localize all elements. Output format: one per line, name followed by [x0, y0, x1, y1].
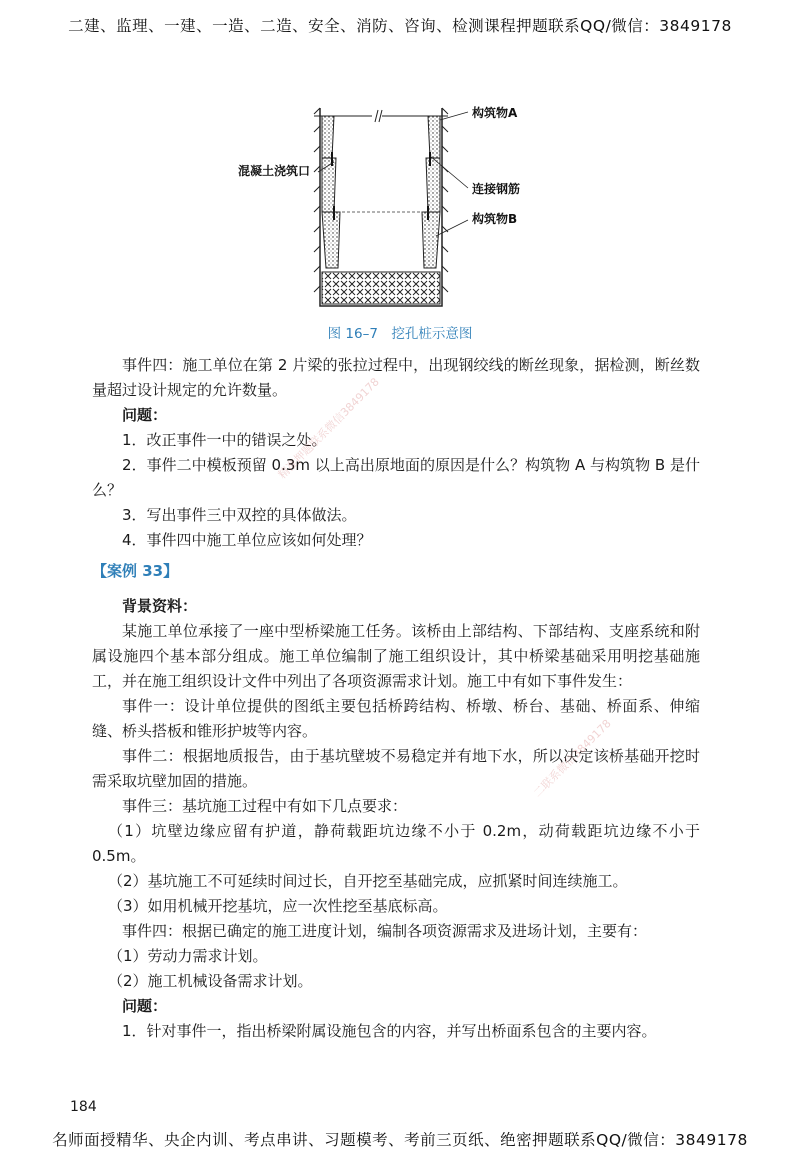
background-heading: 背景资料： — [122, 597, 198, 615]
header-banner: 二建、监理、一建、一造、二造、安全、消防、咨询、检测课程押题联系QQ/微信：3849178 — [68, 17, 732, 35]
page-body — [92, 353, 700, 1044]
watermark-2: 二联系微信3849178 — [530, 716, 614, 800]
event-three-item-3: （3）如用机械开挖基坑，应一次性挖至基底标高。 — [108, 897, 448, 915]
case-title: 【案例 33】 — [92, 562, 179, 580]
pile-diagram — [220, 96, 580, 318]
label-pour-opening: 混凝土浇筑口 — [238, 164, 311, 178]
figure-caption: 图 16–7 挖孔桩示意图 — [327, 326, 473, 342]
event-four-item-2: （2）施工机械设备需求计划。 — [108, 972, 313, 990]
label-structure-a: 构筑物A — [472, 106, 518, 120]
question-3: 3．写出事件三中双控的具体做法。 — [122, 506, 357, 524]
background-paragraph: 某施工单位承接了一座中型桥梁施工任务。该桥由上部结构、下部结构、支座系统和附属设施四个基本部分组成。施工单位编制了施工组织设计，其中桥梁基础采用明挖基础施工，并在施工组织设计文件中列出了各项资源需求计划。施工中有如下事件发生： — [92, 622, 700, 690]
question-1: 1．改正事件一中的错误之处。 — [122, 431, 327, 449]
event-three: 事件三：基坑施工过程中有如下几点要求： — [122, 797, 408, 815]
case-question-1: 1．针对事件一，指出桥梁附属设施包含的内容，并写出桥面系包含的主要内容。 — [122, 1022, 657, 1040]
event-four-paragraph: 事件四：施工单位在第 2 片梁的张拉过程中，出现钢绞线的断丝现象，据检测，断丝数量超过设计规定的允许数量。 — [92, 356, 700, 399]
footer-banner: 名师面授精华、央企内训、考点串讲、习题模考、考前三页纸、绝密押题联系QQ/微信：3849178 — [52, 1131, 748, 1149]
page-number: 184 — [70, 1099, 97, 1115]
event-two: 事件二：根据地质报告，由于基坑壁坡不易稳定并有地下水，所以决定该桥基础开挖时需采取坑壁加固的措施。 — [92, 747, 700, 790]
event-four-item-1: （1）劳动力需求计划。 — [108, 947, 268, 965]
event-four: 事件四：根据已确定的施工进度计划，编制各项资源需求及进场计划，主要有： — [122, 922, 648, 940]
label-structure-b: 构筑物B — [472, 212, 518, 226]
questions-heading-2: 问题： — [122, 997, 168, 1015]
question-4: 4．事件四中施工单位应该如何处理？ — [122, 531, 372, 549]
pile-diagram-svg — [220, 96, 580, 318]
event-three-item-2: （2）基坑施工不可延续时间过长，自开挖至基础完成，应抓紧时间连续施工。 — [108, 872, 628, 890]
questions-heading: 问题： — [122, 406, 168, 424]
event-one: 事件一：设计单位提供的图纸主要包括桥跨结构、桥墩、桥台、基础、桥面系、伸缩缝、桥头搭板和锥形护坡等内容。 — [92, 697, 700, 740]
question-2: 2．事件二中模板预留 0.3m 以上高出原地面的原因是什么？构筑物 A 与构筑物 B 是什么？ — [92, 456, 700, 499]
event-three-item-1: （1）坑壁边缘应留有护道，静荷载距坑边缘不小于 0.2m，动荷载距坑边缘不小于 0.5m。 — [92, 822, 700, 865]
watermark-1: 精准押题联系微信3849178 — [275, 375, 382, 482]
label-rebar: 连接钢筋 — [472, 182, 521, 196]
